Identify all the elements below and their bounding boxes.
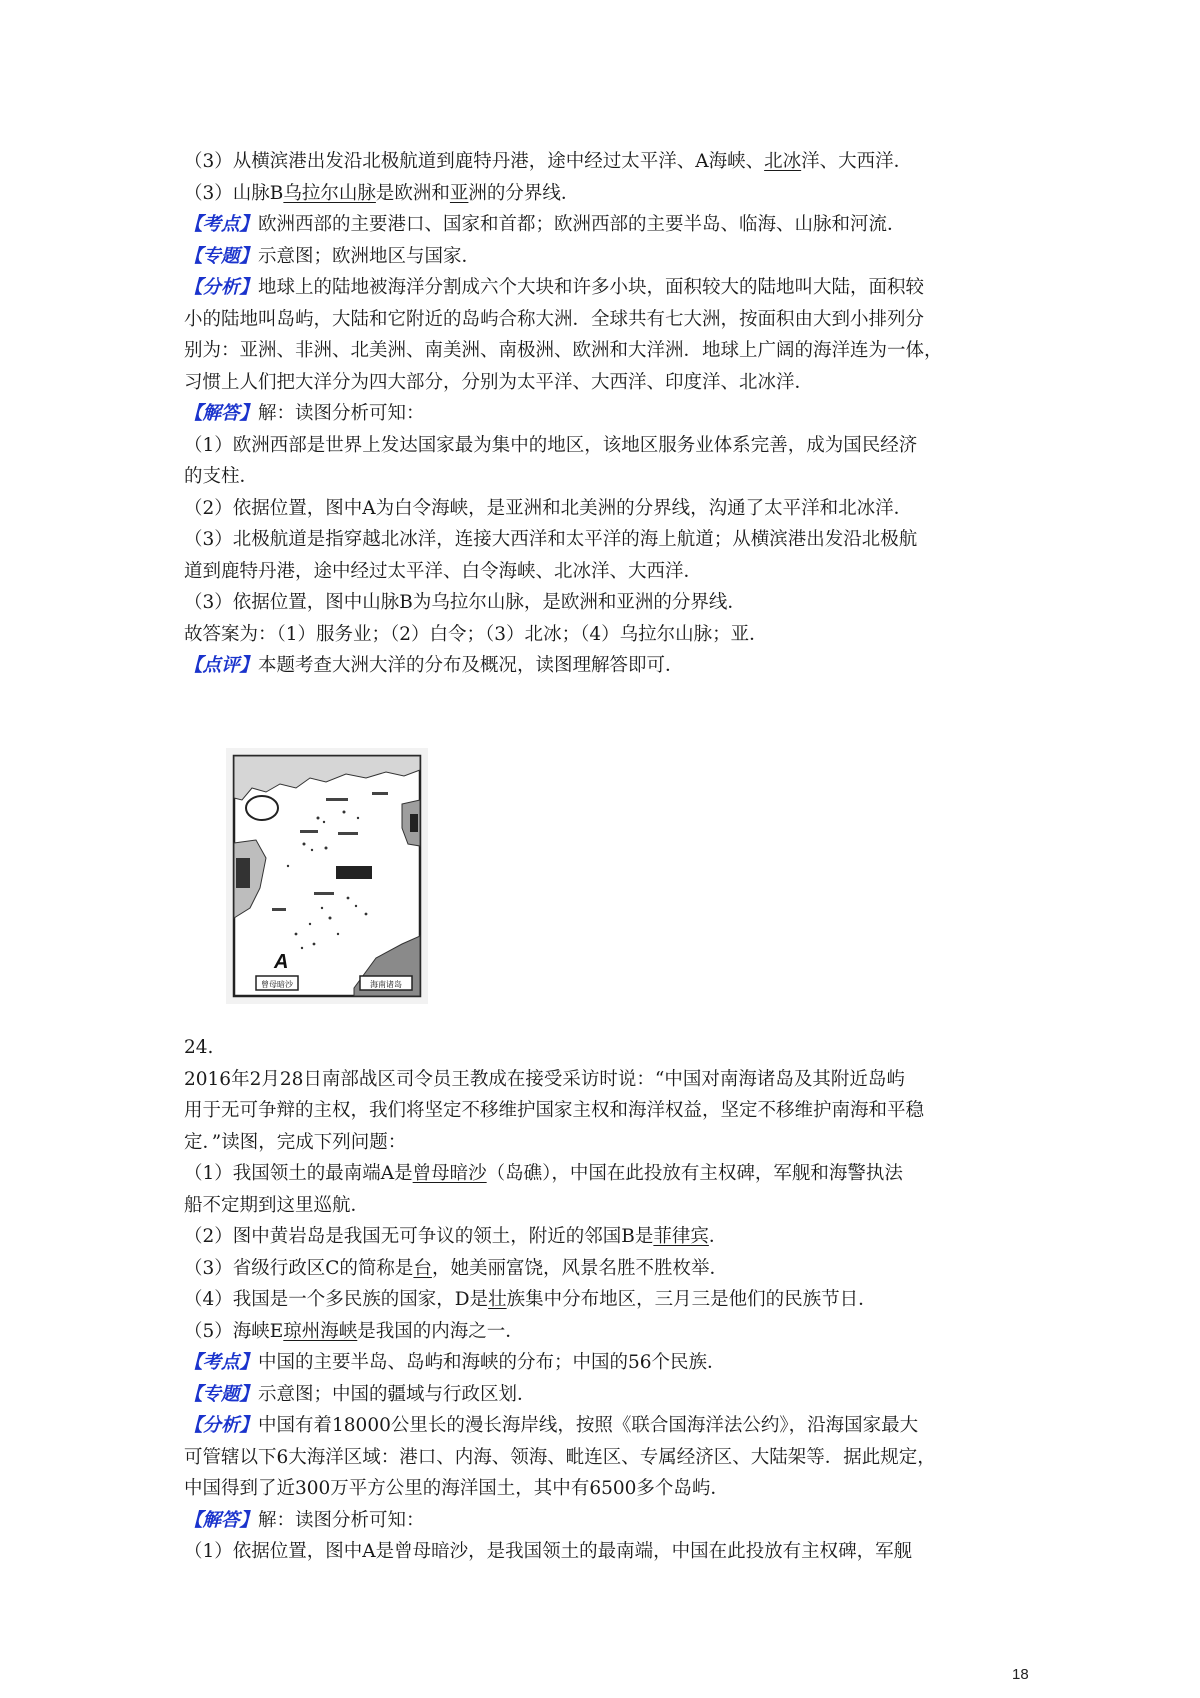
zhuanti-line: 【专题】示意图；欧洲地区与国家． — [184, 245, 481, 267]
jieda-tag: 【解答】 — [184, 403, 259, 424]
page-content — [184, 146, 1044, 1568]
zhuanti-line: 【专题】示意图；中国的疆域与行政区划． — [184, 1383, 536, 1405]
answer-fill: 壮 — [488, 1289, 507, 1310]
question-line: （3）省级行政区C的简称是台，她美丽富饶，风景名胜不胜枚举． — [184, 1257, 728, 1279]
answer-fill: 台 — [413, 1257, 432, 1279]
answer-fill: 北冰 — [764, 151, 802, 172]
fenxi-tag: 【分析】 — [184, 1415, 259, 1436]
map-box-right-label: 海南诸岛 — [370, 979, 402, 989]
jieda-line: （1）欧洲西部是世界上发达国家最为集中的地区，该地区服务业体系完善，成为国民经济 — [184, 434, 918, 456]
jieda-tag: 【解答】 — [184, 1509, 259, 1531]
fenxi-line: 中国得到了近300万平方公里的海洋国土，其中有6500多个岛屿． — [184, 1478, 729, 1499]
question-number: 24. — [184, 1037, 214, 1058]
intro-line: 定．”读图，完成下列问题： — [184, 1131, 407, 1153]
question-line: （4）我国是一个多民族的国家，D是壮族集中分布地区，三月三是他们的民族节日． — [184, 1289, 877, 1310]
fenxi-line: 别为：亚洲、非洲、北美洲、南美洲、南极洲、欧洲和大洋洲．地球上广阔的海洋连为一体， — [184, 340, 943, 361]
fenxi-line: 习惯上人们把大洋分为四大部分，分别为太平洋、大西洋、印度洋、北冰洋． — [184, 371, 814, 393]
kaodian-line: 【考点】欧洲西部的主要港口、国家和首都；欧洲西部的主要半岛、临海、山脉和河流． — [184, 214, 906, 235]
dianping-line: 【点评】本题考查大洲大洋的分布及概况，读图理解答即可． — [184, 655, 684, 676]
fenxi-tag: 【分析】 — [184, 277, 259, 298]
jieda-line: （2）依据位置，图中A为白令海峡，是亚洲和北美洲的分界线，沟通了太平洋和北冰洋． — [184, 497, 913, 519]
zhuanti-tag: 【专题】 — [184, 1383, 259, 1405]
map-box-left-label: 曾母暗沙 — [261, 979, 293, 989]
answer-line: （3）山脉B乌拉尔山脉是欧洲和亚洲的分界线． — [184, 182, 580, 204]
answer-fill: 曾母暗沙 — [412, 1163, 487, 1184]
south-china-sea-map — [226, 748, 428, 1004]
answer-fill: 琼州海峡 — [283, 1320, 358, 1342]
fenxi-line: 小的陆地叫岛屿，大陆和它附近的岛屿合称大洲．全球共有七大洲，按面积由大到小排列分 — [184, 308, 925, 330]
fenxi-line: 可管辖以下6大海洋区域：港口、内海、领海、毗连区、专属经济区、大陆架等．据此规定， — [184, 1446, 936, 1468]
kaodian-tag: 【考点】 — [184, 214, 259, 235]
question-line: 船不定期到这里巡航． — [184, 1194, 370, 1216]
fenxi-line: 【分析】中国有着18000公里长的漫长海岸线，按照《联合国海洋法公约》，沿海国家最大 — [184, 1415, 919, 1436]
answer-fill: 乌拉尔山脉 — [283, 182, 376, 204]
map-label-a: A — [274, 950, 289, 973]
question-line: （1）我国领土的最南端A是曾母暗沙（岛礁），中国在此投放有主权碑，军舰和海警执法 — [184, 1163, 903, 1184]
zhuanti-tag: 【专题】 — [184, 245, 259, 267]
intro-line: 用于无可争辩的主权，我们将坚定不移维护国家主权和海洋权益，坚定不移维护南海和平稳 — [184, 1100, 925, 1121]
jieda-line: （3）北极航道是指穿越北冰洋，连接大西洋和太平洋的海上航道；从横滨港出发沿北极航 — [184, 529, 918, 550]
question-line: （5）海峡E琼州海峡是我国的内海之一． — [184, 1320, 524, 1342]
jieda-line: 道到鹿特丹港，途中经过太平洋、白令海峡、北冰洋、大西洋． — [184, 560, 703, 582]
intro-line: 2016年2月28日南部战区司令员王教成在接受采访时说：“中国对南海诸岛及其附近岛屿 — [184, 1068, 905, 1090]
jieda-line: （3）依据位置，图中山脉B为乌拉尔山脉，是欧洲和亚洲的分界线． — [184, 592, 746, 613]
jieda-line: 【解答】解：读图分析可知： — [184, 403, 425, 424]
answer-line: （3）从横滨港出发沿北极航道到鹿特丹港，途中经过太平洋、A海峡、北冰洋、大西洋． — [184, 151, 913, 172]
jieda-line: 故答案为：（1）服务业；（2）白令；（3）北冰；（4）乌拉尔山脉；亚． — [184, 623, 768, 645]
jieda-line: 【解答】解：读图分析可知： — [184, 1509, 425, 1531]
kaodian-tag: 【考点】 — [184, 1352, 259, 1373]
question-line: （2）图中黄岩岛是我国无可争议的领土，附近的邻国B是菲律宾． — [184, 1226, 728, 1247]
dianping-tag: 【点评】 — [184, 655, 259, 676]
question-figure-row — [184, 748, 1044, 1064]
spacer — [184, 682, 1044, 748]
kaodian-line: 【考点】中国的主要半岛、岛屿和海峡的分布；中国的56个民族． — [184, 1352, 726, 1373]
fenxi-line: 【分析】地球上的陆地被海洋分割成六个大块和许多小块，面积较大的陆地叫大陆，面积较 — [184, 277, 925, 298]
answer-fill: 菲律宾 — [653, 1226, 709, 1247]
jieda-line: （1）依据位置，图中A是曾母暗沙，是我国领土的最南端，中国在此投放有主权碑，军舰 — [184, 1541, 913, 1562]
page-number: 18 — [1012, 1666, 1029, 1683]
answer-fill: 亚 — [449, 182, 469, 204]
jieda-line: 的支柱． — [184, 466, 259, 487]
